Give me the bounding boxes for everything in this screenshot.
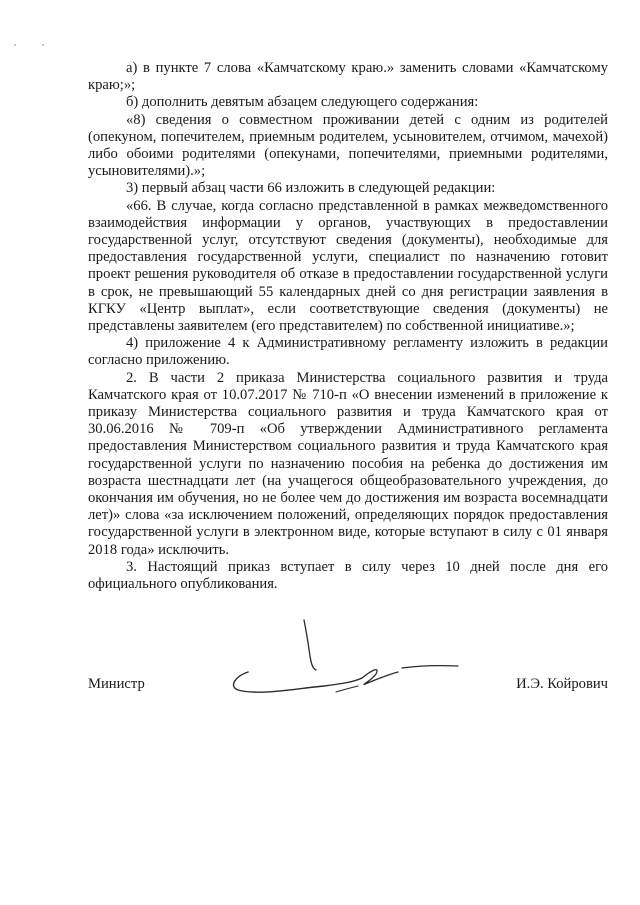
paragraph-part-2: 2. В части 2 приказа Министерства социального развития и труда Камчатского края от 10.07.2017 № 710-п «О внесении изменений в приложение к приказу Министерства социального развития и труда Камчатского края от 30.06.2016 № 709-п «Об утверждении Административного регламента предоставления Министерством социального развития и труда Камчатского края государственной услуги по назначению пособия на ребенка до достижения им возраста шестнадцати лет (на учащегося общеобразовательного учреждения, до окончания им обучения, но не более чем до достижения им возраста восемнадцати лет)» слова «за исключением положений, определяющих порядок предоставления государственной услуги в электронном виде, которые вступают в силу с 01 января 2018 года» исключить. xyxy=(88,369,608,558)
signer-name: И.Э. Койрович xyxy=(516,676,608,692)
paragraph-item-66: «66. В случае, когда согласно представленной в рамках межведомственного взаимодействия информации у органов, участвующих в предоставлении государственной услуг, отсутствуют сведения (документы), необходимые для предоставления государственной услуги, специалист по назначению готовит проект решения руководителя об отказе в предоставлении государственной услуги в срок, не превышающий 55 календарных дней со дня регистрации заявления в КГКУ «Центр выплат», если соответствующие сведения (документы) не представлены заявителем (его представителем) по собственной инициативе.»; xyxy=(88,197,608,335)
paragraph-item-8: «8) сведения о совместном проживании детей с одним из родителей (опекуном, попечителем, приемным родителем, усыновителем, отчимом, мачехой) либо обоими родителями (опекунами, попечителями, приемными родителями, усыновителями).»; xyxy=(88,111,608,180)
signature-row xyxy=(88,676,608,700)
paragraph-4: 4) приложение 4 к Административному регламенту изложить в редакции согласно приложению. xyxy=(88,335,608,369)
paragraph-part-3: 3. Настоящий приказ вступает в силу через 10 дней после дня его официального опубликования. xyxy=(88,558,608,593)
document-body xyxy=(88,60,608,593)
paragraph-a: а) в пункте 7 слова «Камчатскому краю.» заменить словами «Камчатскому краю;»; xyxy=(88,60,608,94)
scan-marks: , , xyxy=(14,38,56,47)
signer-position: Министр xyxy=(88,676,145,692)
paragraph-3: 3) первый абзац части 66 изложить в следующей редакции: xyxy=(126,180,496,197)
paragraph-b: б) дополнить девятым абзацем следующего содержания: xyxy=(126,94,479,111)
